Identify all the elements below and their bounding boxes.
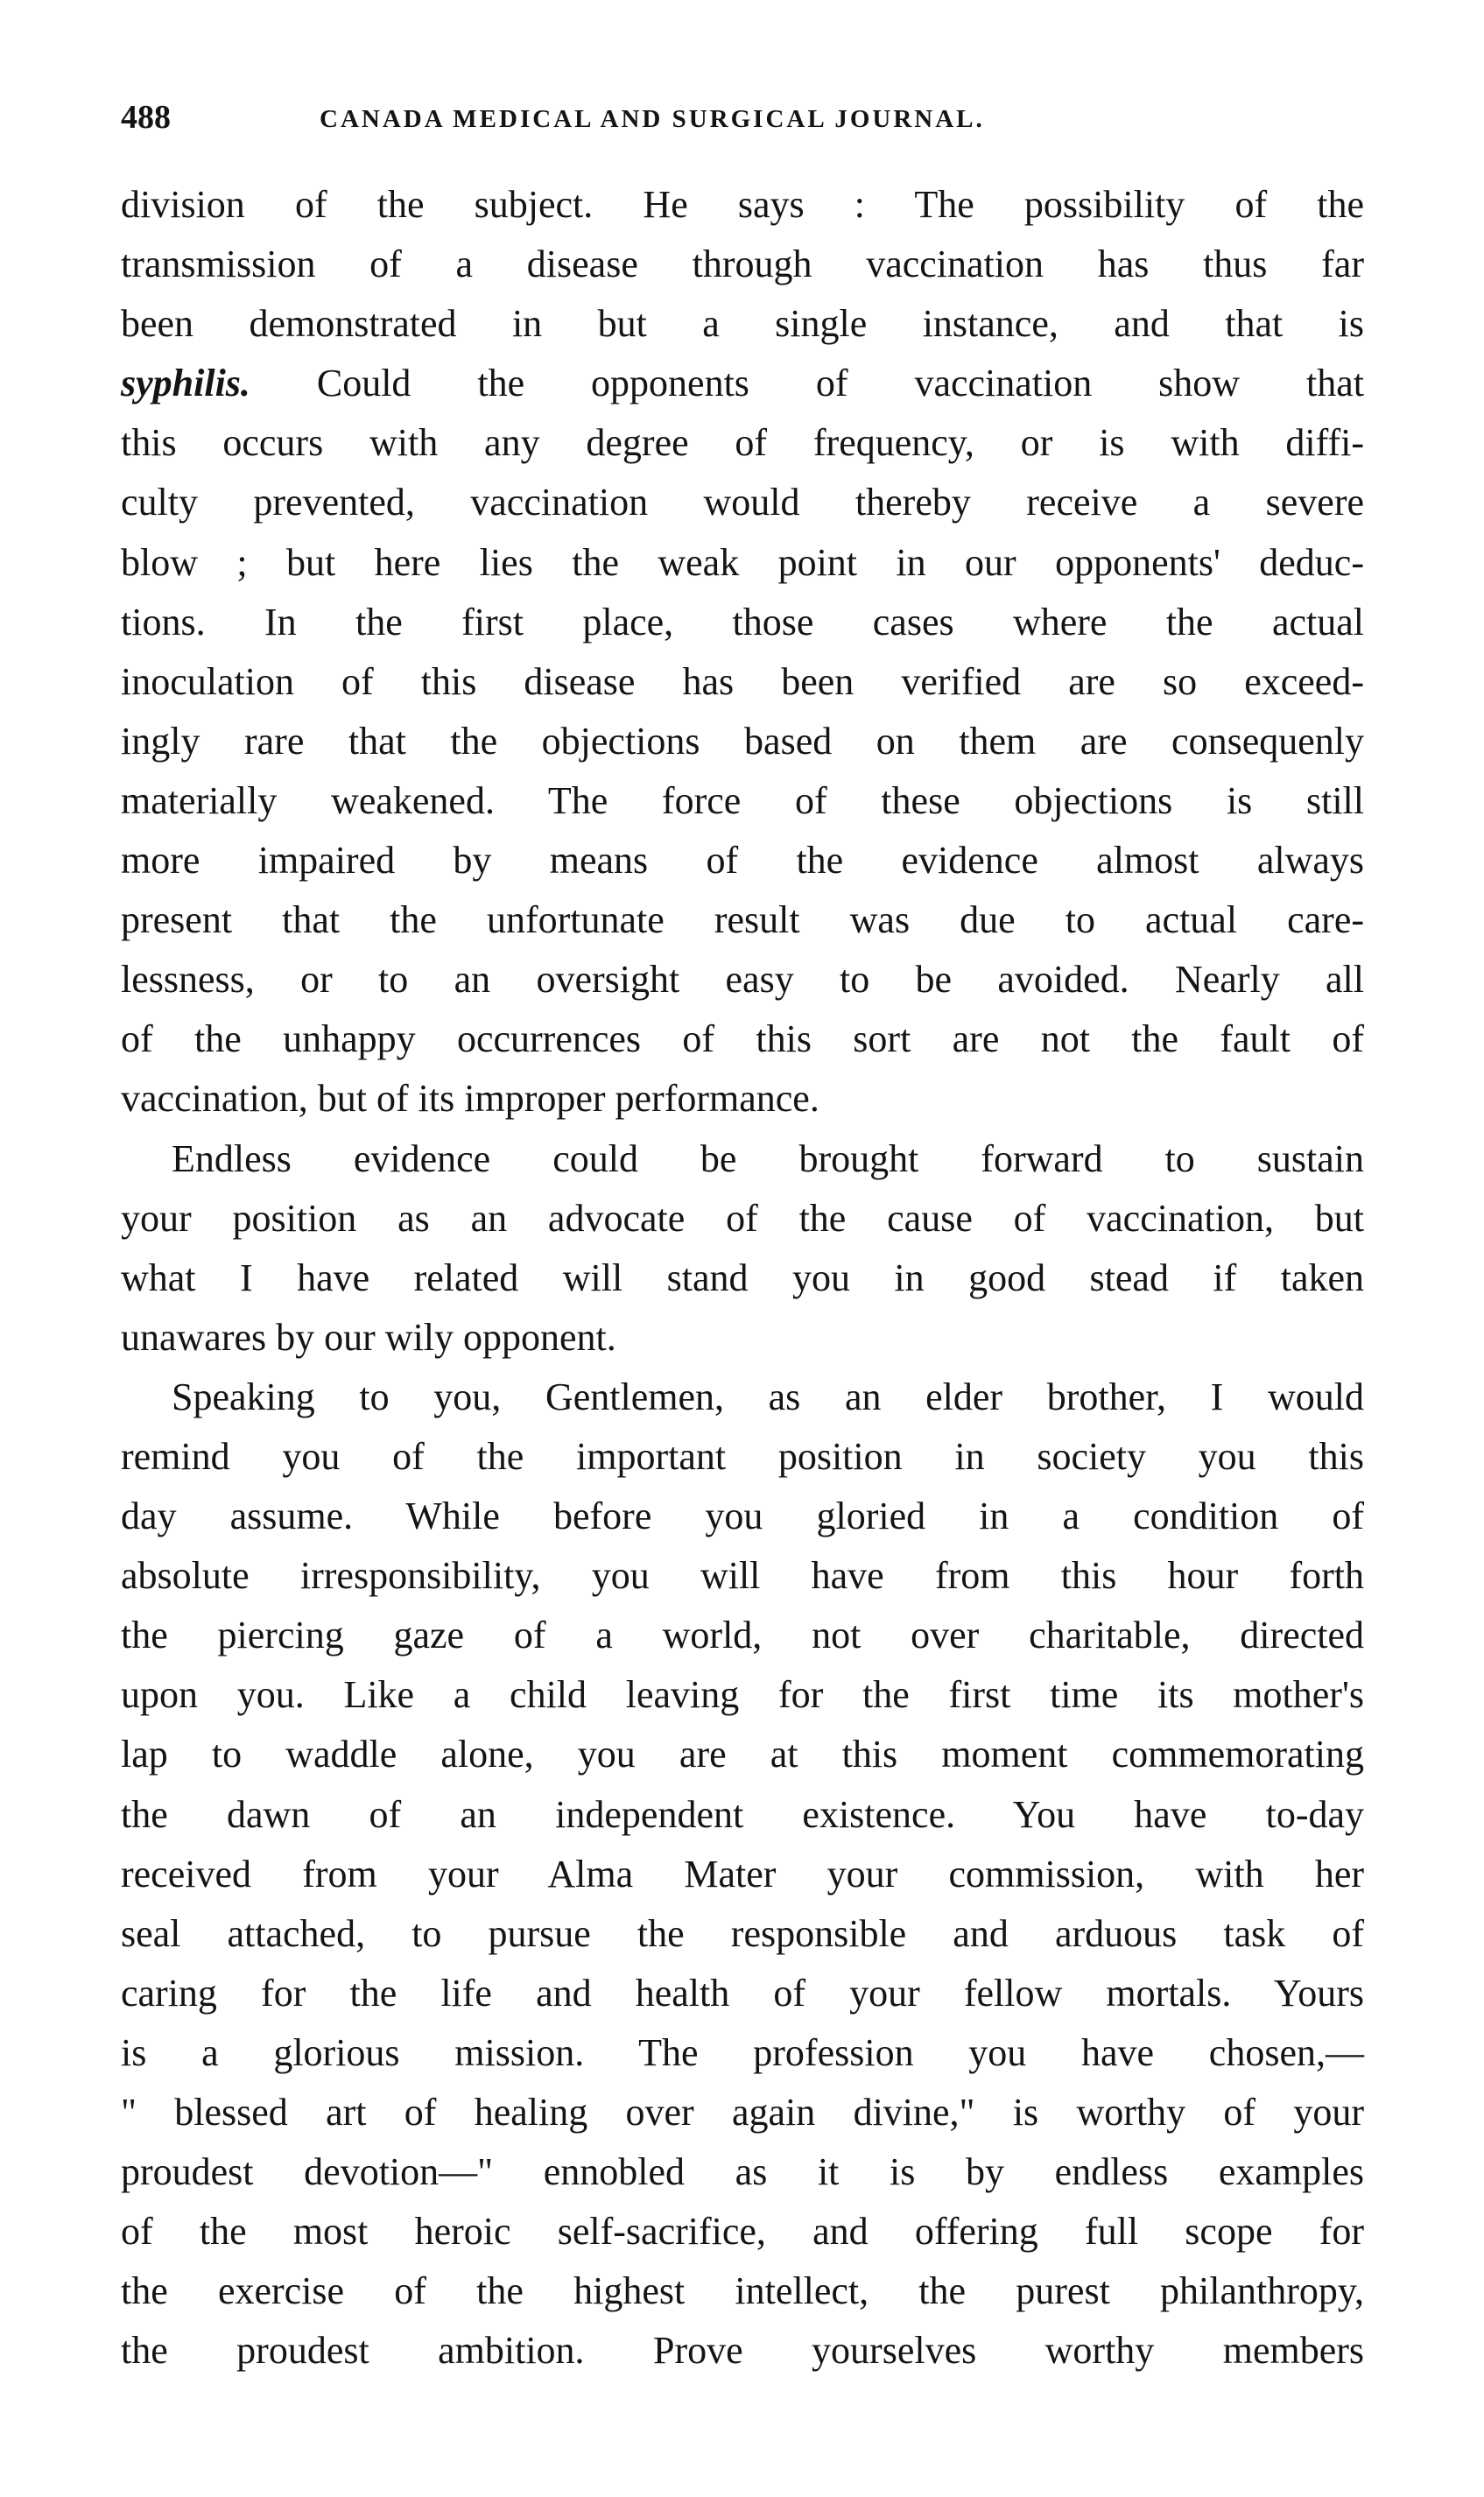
text-line: of the most heroic self-sacrifice, and offering full scope for [121, 2210, 1364, 2254]
text-line: syphilis. Could the opponents of vaccination show that [121, 362, 1364, 405]
text-line: upon you. Like a child leaving for the first time its mother's [121, 1673, 1364, 1717]
text-line: culty prevented, vaccination would thereby receive a severe [121, 481, 1364, 524]
text-line: ingly rare that the objections based on them are consequenly [121, 719, 1364, 763]
text-line: blow ; but here lies the weak point in our opponents' deduc- [121, 540, 1364, 584]
text-line: of the unhappy occurrences of this sort are not the fault of [121, 1017, 1364, 1061]
text-line: the proudest ambition. Prove yourselves worthy members [121, 2329, 1364, 2373]
text-line: the piercing gaze of a world, not over charitable, directed [121, 1614, 1364, 1657]
text-line: absolute irresponsibility, you will have from this hour forth [121, 1554, 1364, 1598]
text-line: what I have related will stand you in good stead if taken [121, 1256, 1364, 1299]
page-number: 488 [121, 99, 171, 136]
text-line: more impaired by means of the evidence almost always [121, 839, 1364, 883]
text-line: Endless evidence could be brought forward to sustain [172, 1136, 1364, 1180]
body-text [121, 175, 1364, 2381]
text-line: your position as an advocate of the cause of vaccination, but [121, 1196, 1364, 1240]
text-line: seal attached, to pursue the responsible and arduous task of [121, 1911, 1364, 1955]
text-line: Speaking to you, Gentlemen, as an elder brother, I would [172, 1375, 1364, 1418]
text-line: lessness, or to an oversight easy to be avoided. Nearly all [121, 958, 1364, 1002]
text-line: proudest devotion—" ennobled as it is by endless examples [121, 2150, 1364, 2194]
text-line: " blessed art of healing over again divine," is worthy of your [121, 2091, 1364, 2134]
text-line: inoculation of this disease has been verified are so exceed- [121, 659, 1364, 703]
text-line: the dawn of an independent existence. You have to-day [121, 1792, 1364, 1836]
text-line: received from your Alma Mater your commission, with her [121, 1852, 1364, 1896]
text-line: materially weakened. The force of these objections is still [121, 778, 1364, 822]
page-header [121, 98, 1364, 151]
text-line: day assume. While before you gloried in a condition of [121, 1495, 1364, 1538]
text-line: remind you of the important position in society you this [121, 1434, 1364, 1478]
text-line: unawares by our wily opponent. [121, 1315, 616, 1359]
text-line: present that the unfortunate result was due to actual care- [121, 898, 1364, 942]
text-line: this occurs with any degree of frequency, or is with diffi- [121, 421, 1364, 465]
text-line: the exercise of the highest intellect, the purest philanthropy, [121, 2269, 1364, 2313]
text-line: been demonstrated in but a single instance, and that is [121, 302, 1364, 346]
text-line: is a glorious mission. The profession you have chosen,— [121, 2030, 1364, 2074]
text-line: division of the subject. He says : The possibility of the [121, 183, 1364, 226]
text-line: tions. In the first place, those cases where the actual [121, 600, 1364, 644]
text-line: lap to waddle alone, you are at this moment commemorating [121, 1733, 1364, 1776]
italic-word: syphilis. [121, 362, 250, 405]
text-line: caring for the life and health of your fellow mortals. Yours [121, 1971, 1364, 2015]
text-line: transmission of a disease through vaccination has thus far [121, 243, 1364, 286]
running-head: CANADA MEDICAL AND SURGICAL JOURNAL. [320, 105, 985, 133]
text-line: vaccination, but of its improper performance. [121, 1077, 819, 1121]
